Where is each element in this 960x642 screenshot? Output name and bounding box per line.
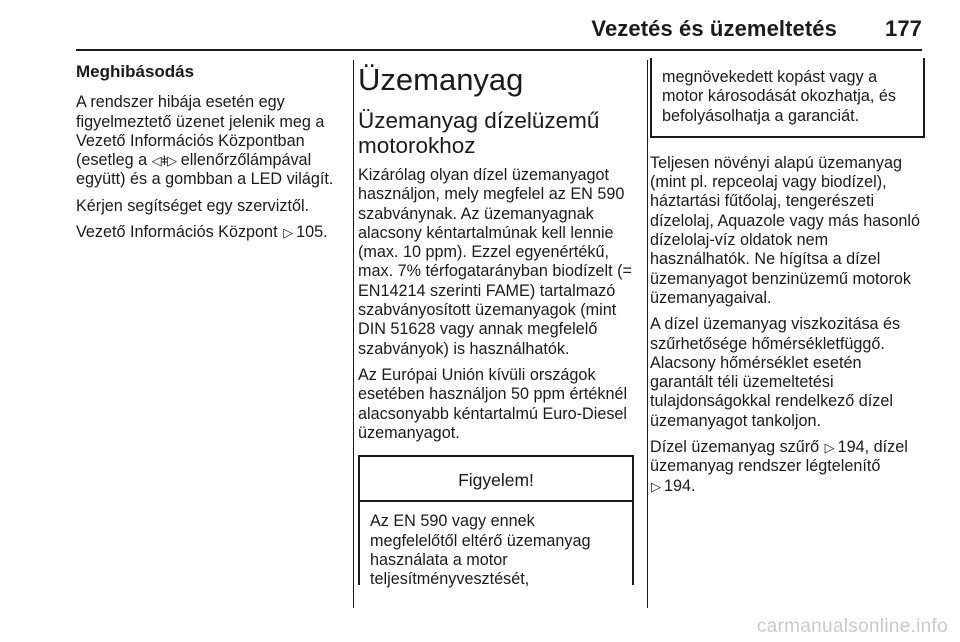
paragraph-text: ellenőrzőlámpával együtt) és a gombban a LED világít. xyxy=(76,151,334,189)
warning-title: Figyelem! xyxy=(360,457,632,502)
paragraph xyxy=(76,93,346,189)
paragraph: A dízel üzemanyag viszkozitása és szűrhetősége hőmérsékletfüggő. Alacsony hőmérséklet esetén garantált téli üzemeltetési tulajdonságokkal rendelkező dízel üzemanyagot tankoljon. xyxy=(650,315,901,430)
page-reference-arrow-icon: ▷ xyxy=(283,225,294,241)
section-title-fuel: Üzemanyag xyxy=(358,62,524,97)
paragraph: Kérjen segítséget egy szerviztől. xyxy=(76,196,310,215)
watermark: carmanualsonline.info xyxy=(756,616,948,637)
column-divider-1 xyxy=(353,60,354,608)
warning-box-continued xyxy=(650,58,925,138)
paragraph xyxy=(650,438,925,496)
warning-text: Az EN 590 vagy ennek megfelelőtől eltérő üzemanyag használata a motor teljesítményvesztését, xyxy=(370,512,591,589)
column-left xyxy=(76,60,346,249)
page-reference-arrow-icon: ▷ xyxy=(824,440,835,456)
paragraph: Az Európai Unión kívüli országok esetében használjon 50 ppm értéknél alacsonyabb kéntartalmú Euro-Diesel üzemanyagot. xyxy=(358,365,628,442)
page-header xyxy=(0,16,922,42)
subsection-title-diesel-fuel: Üzemanyag dízelüzemű motorokhoz xyxy=(358,108,600,158)
paragraph xyxy=(76,223,346,242)
paragraph: Kizárólag olyan dízel üzemanyagot használjon, mely megfelel az EN 590 szabványnak. Az üzemanyagnak alacsony kéntartalmúnak kell lennie (max. 10 ppm). Ezzel egyenértékű, max. 7% térfogatarányban biodízelt (= EN14214 szerinti FAME) tartalmazó szabványosított üzemanyagok (mint DIN 51628 vagy annak megfelelő szabványok) is használhatók. xyxy=(358,166,632,358)
header-title: Vezetés és üzemeltetés xyxy=(591,16,837,41)
warning-text-continued: megnövekedett kopást vagy a motor károsodását okozhatja, és befolyásolhatja a garanciát. xyxy=(662,68,896,125)
column-divider-2 xyxy=(647,60,648,608)
page-number: 177 xyxy=(884,16,922,41)
header-rule xyxy=(76,49,922,51)
steering-warning-lamp-icon: ◁ǂ▷ xyxy=(151,153,177,169)
column-middle xyxy=(358,60,634,589)
paragraph-text: Dízel üzemanyag szűrő xyxy=(650,438,820,457)
page-reference-arrow-icon: ▷ xyxy=(651,478,661,494)
warning-box xyxy=(358,455,634,589)
paragraph: Teljesen növényi alapú üzemanyag (mint pl. repceolaj vagy biodízel), háztartási fűtőolaj, tengerészeti dízelolaj, Aquazole vagy más hasonló dízelolaj-víz oldatok nem használhatók. Ne hígítsa a dízel üzemanyagot benzinüzemű motorok üzemanyagaival. xyxy=(650,153,920,307)
paragraph-text: Vezető Információs Központ xyxy=(76,223,278,242)
page-reference[interactable]: 105. xyxy=(296,223,328,242)
page-reference[interactable]: 194. xyxy=(664,476,696,495)
section-heading-malfunction: Meghibásodás xyxy=(76,62,195,81)
page-reference[interactable]: 194, dízel üzemanyag rendszer légtelenítő xyxy=(650,438,908,476)
paragraph-text: A rendszer hibája esetén egy figyelmeztető üzenet jelenik meg a Vezető Információs Központban (esetleg a xyxy=(76,93,325,170)
column-right xyxy=(650,60,925,503)
